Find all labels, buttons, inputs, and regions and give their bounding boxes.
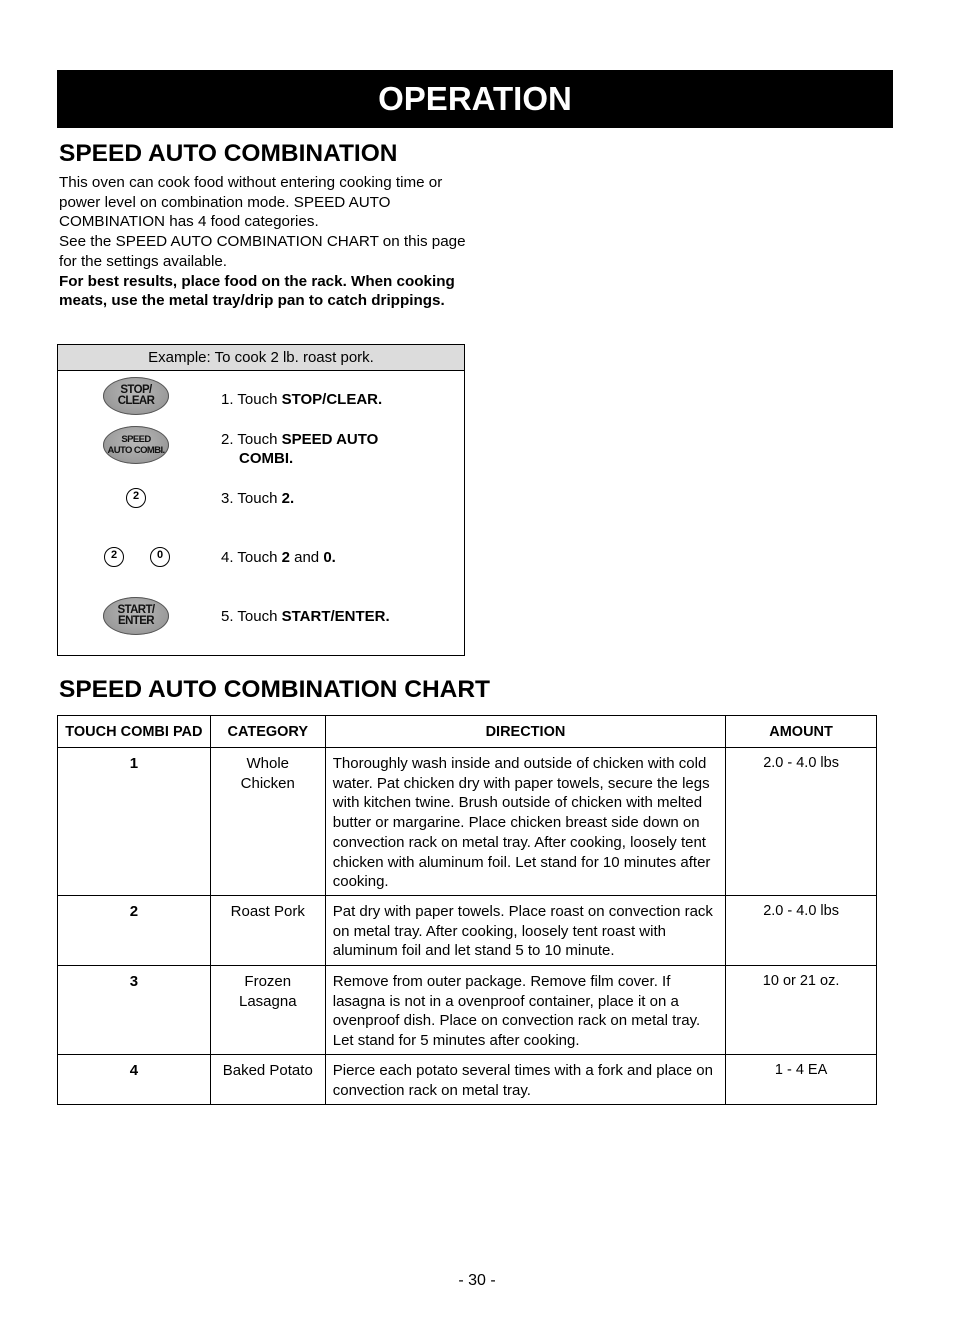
example-header: Example: To cook 2 lb. roast pork. — [58, 345, 464, 371]
table-row — [58, 1054, 877, 1104]
amount-cell: 2.0 - 4.0 lbs — [726, 748, 877, 896]
column-header: AMOUNT — [726, 716, 877, 748]
start-enter-pad: START/ ENTER — [103, 597, 169, 635]
table-row — [58, 748, 877, 896]
number-2-key: 2 — [104, 547, 124, 567]
combination-chart-table — [57, 715, 877, 1105]
number-2-key: 2 — [126, 488, 146, 508]
chart-title: SPEED AUTO COMBINATION CHART — [59, 676, 491, 703]
example-box — [57, 344, 465, 656]
amount-cell: 10 or 21 oz. — [726, 966, 877, 1055]
page-number: - 30 - — [458, 1272, 496, 1289]
amount-cell: 1 - 4 EA — [726, 1054, 877, 1104]
table-header-row — [58, 716, 877, 748]
intro-paragraph-2: See the SPEED AUTO COMBINATION CHART on this page for the settings available. — [59, 233, 466, 270]
table-row — [58, 966, 877, 1055]
step-5: 5. Touch START/ENTER. — [221, 608, 390, 625]
category-cell: Frozen Lasagna — [210, 966, 325, 1055]
direction-cell: Thoroughly wash inside and outside of chicken with cold water. Pat chicken dry with paper towels, secure the legs with kitchen twine. Brush outside of chicken with melted butter or margarine. Place chicken breast side down on convection rack on metal tray. After cooking, loosely tent chicken with aluminum foil. Let stand for 10 minutes after cooking. — [325, 748, 725, 896]
pad-cell: 3 — [58, 966, 211, 1055]
step-2: 2. Touch SPEED AUTO COMBI. — [221, 431, 379, 467]
table-row — [58, 896, 877, 966]
section-title: SPEED AUTO COMBINATION — [59, 140, 398, 167]
pad-cell: 1 — [58, 748, 211, 896]
column-header: DIRECTION — [325, 716, 725, 748]
direction-cell: Remove from outer package. Remove film cover. If lasagna is not in a ovenproof container, place it on a ovenproof dish. Place on convection rack on metal tray. Let stand for 5 minutes after cooking. — [325, 966, 725, 1055]
intro-paragraph-1: This oven can cook food without entering cooking time or power level on combination mode. SPEED AUTO COMBINATION has 4 food categories. — [59, 174, 443, 231]
step-1: 1. Touch STOP/CLEAR. — [221, 391, 383, 408]
pad-cell: 2 — [58, 896, 211, 966]
column-header: CATEGORY — [210, 716, 325, 748]
direction-cell: Pierce each potato several times with a fork and place on convection rack on metal tray. — [325, 1054, 725, 1104]
category-cell: Baked Potato — [210, 1054, 325, 1104]
step-3: 3. Touch 2. — [221, 490, 295, 507]
direction-cell: Pat dry with paper towels. Place roast on convection rack on metal tray. After cooking, loosely tent roast with aluminum foil and let stand 5 to 10 minute. — [325, 896, 725, 966]
intro-paragraph-3: For best results, place food on the rack. When cooking meats, use the metal tray/drip pan to catch drippings. — [59, 272, 455, 310]
stop-clear-pad: STOP/ CLEAR — [103, 377, 169, 415]
category-cell: Roast Pork — [210, 896, 325, 966]
speed-auto-combi-pad: SPEED AUTO COMBI. — [103, 426, 169, 464]
column-header: TOUCH COMBI PAD — [58, 716, 211, 748]
step-4: 4. Touch 2 and 0. — [221, 549, 336, 566]
category-cell: Whole Chicken — [210, 748, 325, 896]
page-banner: OPERATION — [57, 70, 893, 128]
amount-cell: 2.0 - 4.0 lbs — [726, 896, 877, 966]
number-0-key: 0 — [150, 547, 170, 567]
pad-cell: 4 — [58, 1054, 211, 1104]
intro-text — [59, 173, 469, 311]
